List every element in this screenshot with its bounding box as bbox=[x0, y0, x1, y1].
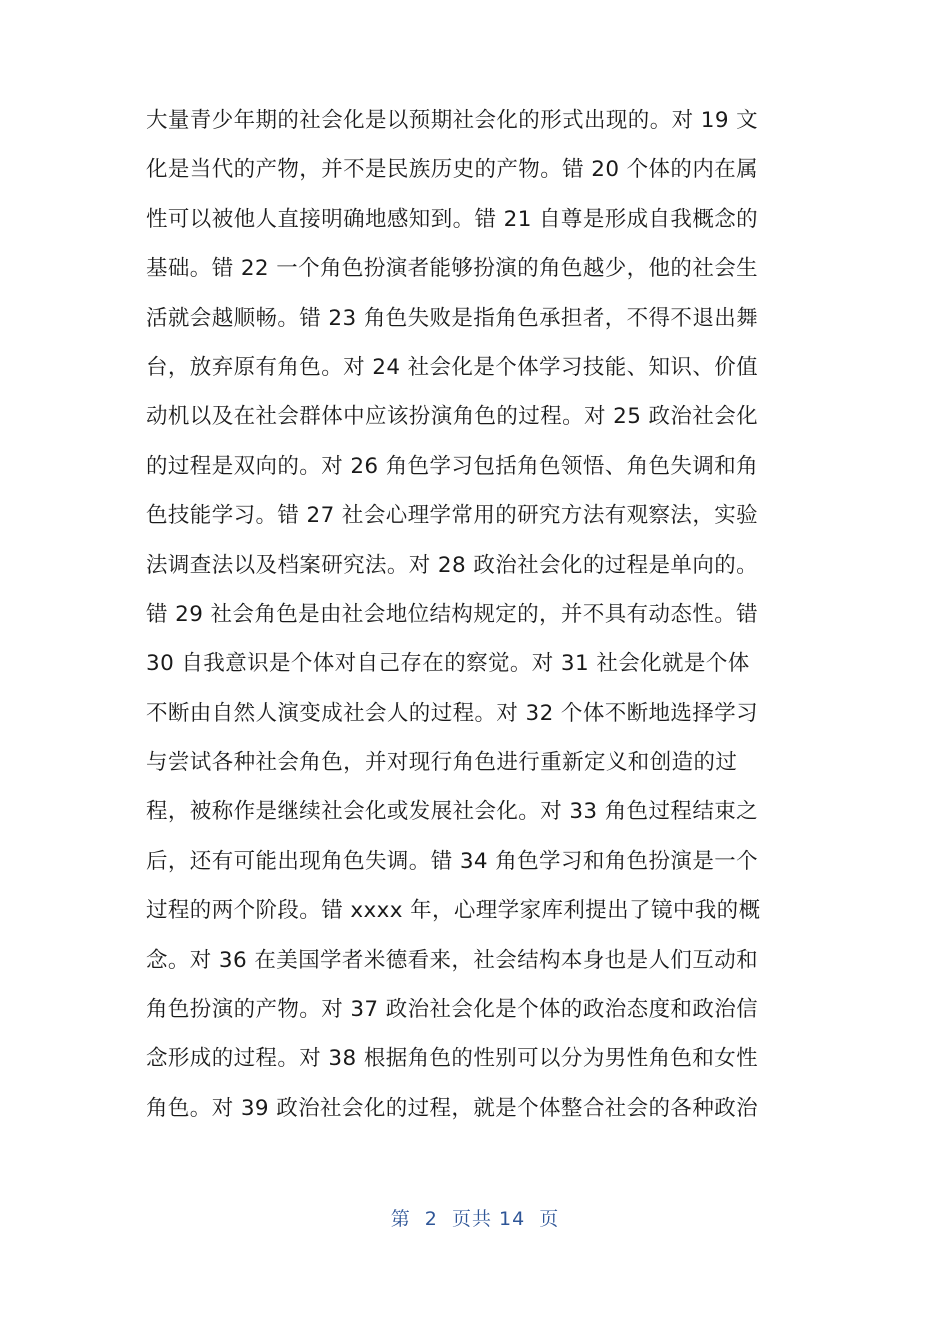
text-line: 色技能学习。错 27 社会心理学常用的研究方法有观察法，实验 bbox=[146, 503, 759, 529]
text-line: 后，还有可能出现角色失调。错 34 角色学习和角色扮演是一个 bbox=[146, 848, 759, 874]
text-line: 动机以及在社会群体中应该扮演角色的过程。对 25 政治社会化 bbox=[146, 404, 759, 430]
text-line: 活就会越顺畅。错 23 角色失败是指角色承担者，不得不退出舞 bbox=[146, 305, 759, 331]
text-line: 化是当代的产物，并不是民族历史的产物。错 20 个体的内在属 bbox=[146, 157, 759, 183]
text-line: 错 29 社会角色是由社会地位结构规定的，并不具有动态性。错 bbox=[146, 601, 759, 627]
text-line: 与尝试各种社会角色，并对现行角色进行重新定义和创造的过 bbox=[146, 750, 738, 776]
text-line: 30 自我意识是个体对自己存在的察觉。对 31 社会化就是个体 bbox=[146, 651, 750, 677]
text-line: 基础。错 22 一个角色扮演者能够扮演的角色越少，他的社会生 bbox=[146, 256, 759, 282]
text-line: 念形成的过程。对 38 根据角色的性别可以分为男性角色和女性 bbox=[146, 1046, 759, 1072]
text-line: 台，放弃原有角色。对 24 社会化是个体学习技能、知识、价值 bbox=[146, 354, 759, 380]
page-number-footer: 第 2 页共 14 页 bbox=[390, 1208, 560, 1230]
text-line: 过程的两个阶段。错 xxxx 年，心理学家库利提出了镜中我的概 bbox=[146, 898, 761, 924]
text-line: 念。对 36 在美国学者米德看来，社会结构本身也是人们互动和 bbox=[146, 947, 759, 973]
document-body bbox=[146, 96, 810, 1133]
text-line: 法调查法以及档案研究法。对 28 政治社会化的过程是单向的。 bbox=[146, 552, 759, 578]
text-line: 不断由自然人演变成社会人的过程。对 32 个体不断地选择学习 bbox=[146, 700, 759, 726]
text-line: 角色扮演的产物。对 37 政治社会化是个体的政治态度和政治信 bbox=[146, 997, 759, 1023]
text-line: 大量青少年期的社会化是以预期社会化的形式出现的。对 19 文 bbox=[146, 108, 759, 133]
text-line: 的过程是双向的。对 26 角色学习包括角色领悟、角色失调和角 bbox=[146, 453, 759, 479]
text-line: 性可以被他人直接明确地感知到。错 21 自尊是形成自我概念的 bbox=[146, 206, 759, 232]
text-line: 角色。对 39 政治社会化的过程，就是个体整合社会的各种政治 bbox=[146, 1095, 759, 1121]
text-line: 程，被称作是继续社会化或发展社会化。对 33 角色过程结束之 bbox=[146, 799, 759, 825]
